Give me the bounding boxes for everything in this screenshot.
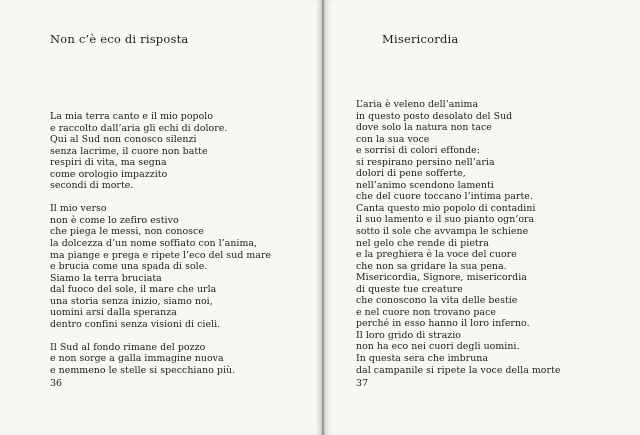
poem-line: e non sorge a galla immagine nuova	[50, 353, 224, 365]
poem-line: una storia senza inizio, siamo noi,	[50, 295, 213, 307]
poem-line: Qui al Sud non conosco silenzi	[50, 134, 197, 146]
poem-line: Il Sud al fondo rimane del pozzo	[50, 341, 206, 353]
poem-line: e sorrisi di colori effonde:	[356, 145, 480, 157]
stanza	[50, 111, 312, 192]
poem-line: perché in esso hanno il loro inferno.	[356, 318, 530, 330]
poem-line: sotto il sole che avvampa le schiene	[356, 226, 529, 238]
poem-line: che del cuore toccano l’intima parte.	[356, 191, 533, 203]
poem-line: L’aria è veleno dell’anima	[356, 99, 479, 110]
poem-line: e nemmeno le stelle si specchiano più.	[50, 365, 236, 377]
poem-body	[356, 99, 636, 376]
poem-line: che conoscono la vita delle bestie	[356, 295, 518, 307]
poem-line: come orologio impazzito	[50, 168, 168, 180]
poem-line: non ha eco nei cuori degli uomini.	[356, 341, 520, 353]
poem-line: dolori di pene sofferte,	[356, 168, 466, 180]
poem-line: uomini arsi dalla speranza	[50, 307, 177, 319]
poem-line: e brucia come una spada di sole.	[50, 261, 208, 273]
poem-line: in questo posto desolato del Sud	[356, 110, 513, 122]
page-number: 36	[50, 378, 63, 389]
poem-line: ma piange e prega e ripete l’eco del sud mare	[50, 249, 272, 261]
poem-line: dal fuoco del sole, il mare che urla	[50, 284, 217, 296]
poem-line: secondi di morte.	[50, 180, 134, 192]
poem-body	[50, 111, 312, 377]
poem-line: non è come lo zefiro estivo	[50, 214, 179, 226]
stanza	[50, 342, 312, 377]
poem-line: si respirano persino nell’aria	[356, 156, 495, 168]
stanza	[50, 203, 312, 330]
poem-line: il suo lamento e il suo pianto ogn’ora	[356, 214, 535, 226]
poem-line: dentro confini senza visioni di cieli.	[50, 318, 221, 330]
poem-line: di queste tue creature	[356, 283, 463, 295]
poem-line: nell’animo scendono lamenti	[356, 179, 494, 191]
poem-line: Misericordia, Signore, misericordia	[356, 272, 527, 284]
poem-line: dove solo la natura non tace	[356, 122, 492, 134]
poem-line: La mia terra canto e il mio popolo	[50, 111, 214, 122]
poem-line: In questa sera che imbruna	[356, 353, 489, 365]
poem-line: con la sua voce	[356, 133, 430, 145]
poem-line: respiri di vita, ma segna	[50, 157, 167, 169]
poem-line: e la preghiera è la voce del cuore	[356, 249, 517, 261]
poem-line: senza lacrime, il cuore non batte	[50, 145, 208, 157]
poem-line: nel gelo che rende di pietra	[356, 237, 489, 249]
poem-line: Siamo la terra bruciata	[50, 272, 162, 284]
poem-line: la dolcezza d’un nome soffiato con l’anima,	[50, 238, 258, 250]
poem-line: e raccolto dall’aria gli echi di dolore.	[50, 122, 228, 134]
poem-line: che non sa gridare la sua pena.	[356, 260, 507, 272]
poem-title: Non c’è eco di risposta	[50, 32, 189, 46]
stanza	[356, 99, 636, 376]
poem-line: che piega le messi, non conosce	[50, 226, 204, 238]
poem-line: Canta questo mio popolo di contadini	[356, 202, 536, 214]
poem-line: Il mio verso	[50, 203, 107, 215]
poem-line: Il loro grido di strazio	[356, 329, 461, 341]
page-number: 37	[356, 378, 369, 389]
poem-line: dal campanile si ripete la voce della morte	[356, 364, 561, 376]
poem-line: e nel cuore non trovano pace	[356, 306, 496, 318]
poem-title: Misericordia	[382, 32, 459, 46]
right-page	[324, 0, 640, 435]
